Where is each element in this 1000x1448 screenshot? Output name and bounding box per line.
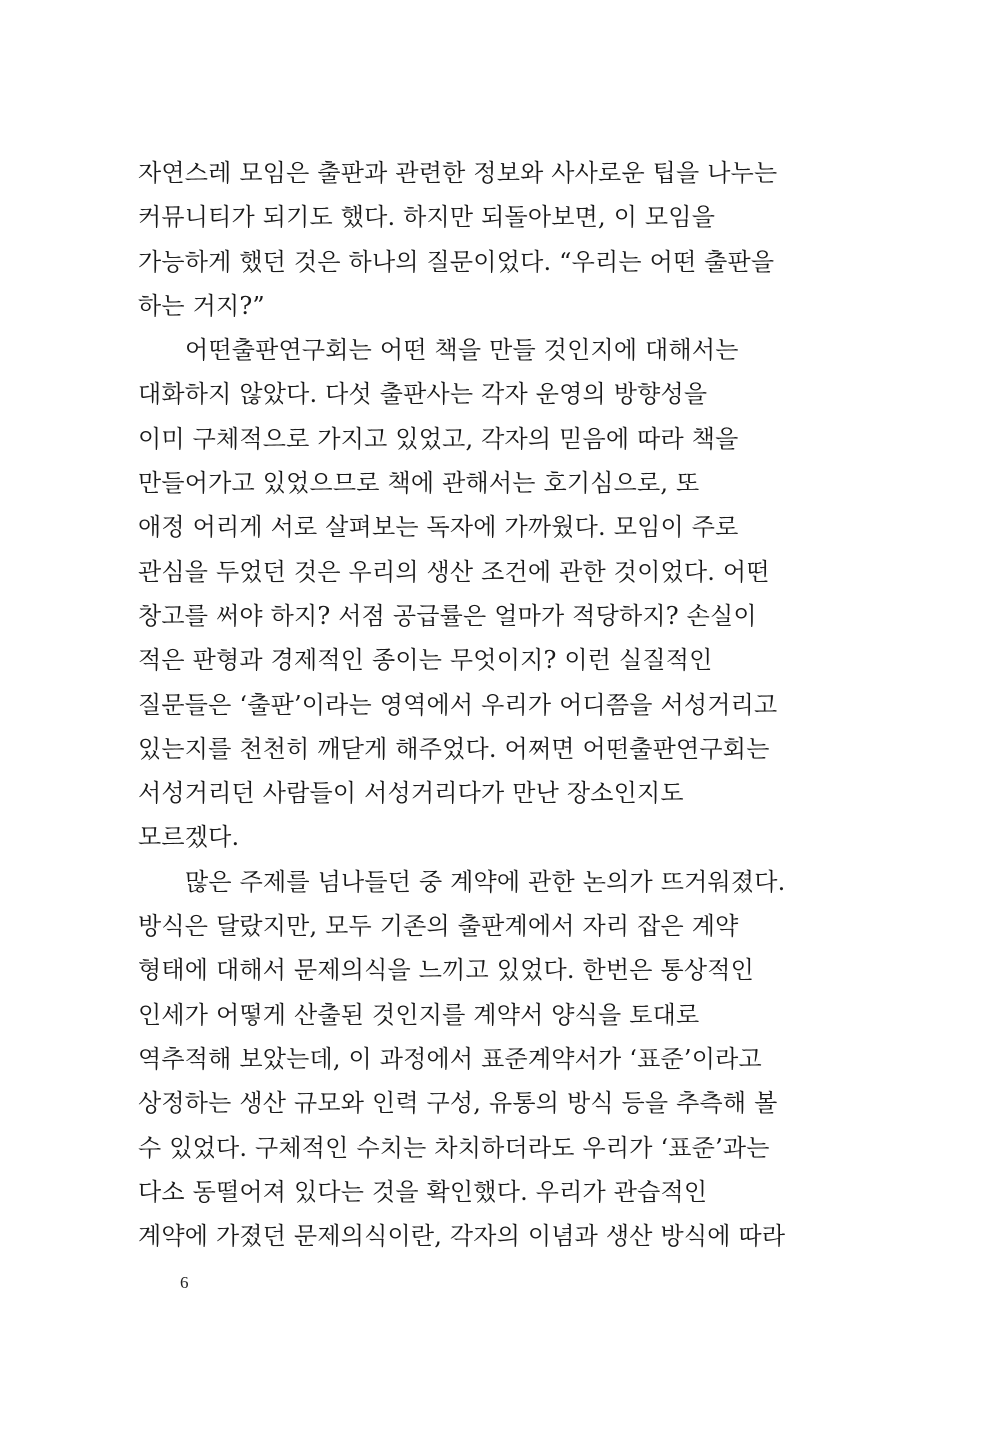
text-line: 계약에 가졌던 문제의식이란, 각자의 이념과 생산 방식에 따라 xyxy=(138,1222,786,1251)
body-text xyxy=(138,151,838,1258)
text-line: 만들어가고 있었으므로 책에 관해서는 호기심으로, 또 xyxy=(138,469,700,498)
text-line: 하는 거지?” xyxy=(138,291,265,320)
text-line: 상정하는 생산 규모와 인력 구성, 유통의 방식 등을 추측해 볼 xyxy=(138,1089,778,1118)
paragraph-first-line: 많은 주제를 넘나들던 중 계약에 관한 논의가 뜨거워졌다. xyxy=(185,867,786,896)
paragraph-first-line: 어떤출판연구회는 어떤 책을 만들 것인지에 대해서는 xyxy=(185,336,739,365)
text-line: 다소 동떨어져 있다는 것을 확인했다. 우리가 관습적인 xyxy=(138,1177,708,1206)
text-line: 애정 어리게 서로 살펴보는 독자에 가까웠다. 모임이 주로 xyxy=(138,513,739,542)
text-line: 적은 판형과 경제적인 종이는 무엇이지? 이런 실질적인 xyxy=(138,646,713,675)
text-line: 질문들은 ‘출판’이라는 영역에서 우리가 어디쯤을 서성거리고 xyxy=(138,690,778,719)
text-line: 있는지를 천천히 깨닫게 해주었다. 어쩌면 어떤출판연구회는 xyxy=(138,734,770,763)
text-line: 관심을 두었던 것은 우리의 생산 조건에 관한 것이었다. 어떤 xyxy=(138,557,770,586)
text-line: 모르겠다. xyxy=(138,823,240,852)
text-line: 형태에 대해서 문제의식을 느끼고 있었다. 한번은 통상적인 xyxy=(138,956,755,985)
text-line: 대화하지 않았다. 다섯 출판사는 각자 운영의 방향성을 xyxy=(138,380,708,409)
text-line: 역추적해 보았는데, 이 과정에서 표준계약서가 ‘표준’이라고 xyxy=(138,1044,762,1073)
text-line: 인세가 어떻게 산출된 것인지를 계약서 양식을 토대로 xyxy=(138,1000,700,1029)
text-line: 자연스레 모임은 출판과 관련한 정보와 사사로운 팁을 나누는 xyxy=(138,159,778,187)
text-line: 가능하게 했던 것은 하나의 질문이었다. “우리는 어떤 출판을 xyxy=(138,247,775,276)
text-line: 방식은 달랐지만, 모두 기존의 출판계에서 자리 잡은 계약 xyxy=(138,912,739,941)
page-number: 6 xyxy=(180,1273,189,1292)
text-line: 커뮤니티가 되기도 했다. 하지만 되돌아보면, 이 모임을 xyxy=(138,203,716,232)
text-line: 이미 구체적으로 가지고 있었고, 각자의 믿음에 따라 책을 xyxy=(138,424,739,453)
text-line: 수 있었다. 구체적인 수치는 차치하더라도 우리가 ‘표준’과는 xyxy=(138,1133,770,1162)
text-line: 서성거리던 사람들이 서성거리다가 만난 장소인지도 xyxy=(138,779,684,808)
text-line: 창고를 써야 하지? 서점 공급률은 얼마가 적당하지? 손실이 xyxy=(138,601,757,630)
